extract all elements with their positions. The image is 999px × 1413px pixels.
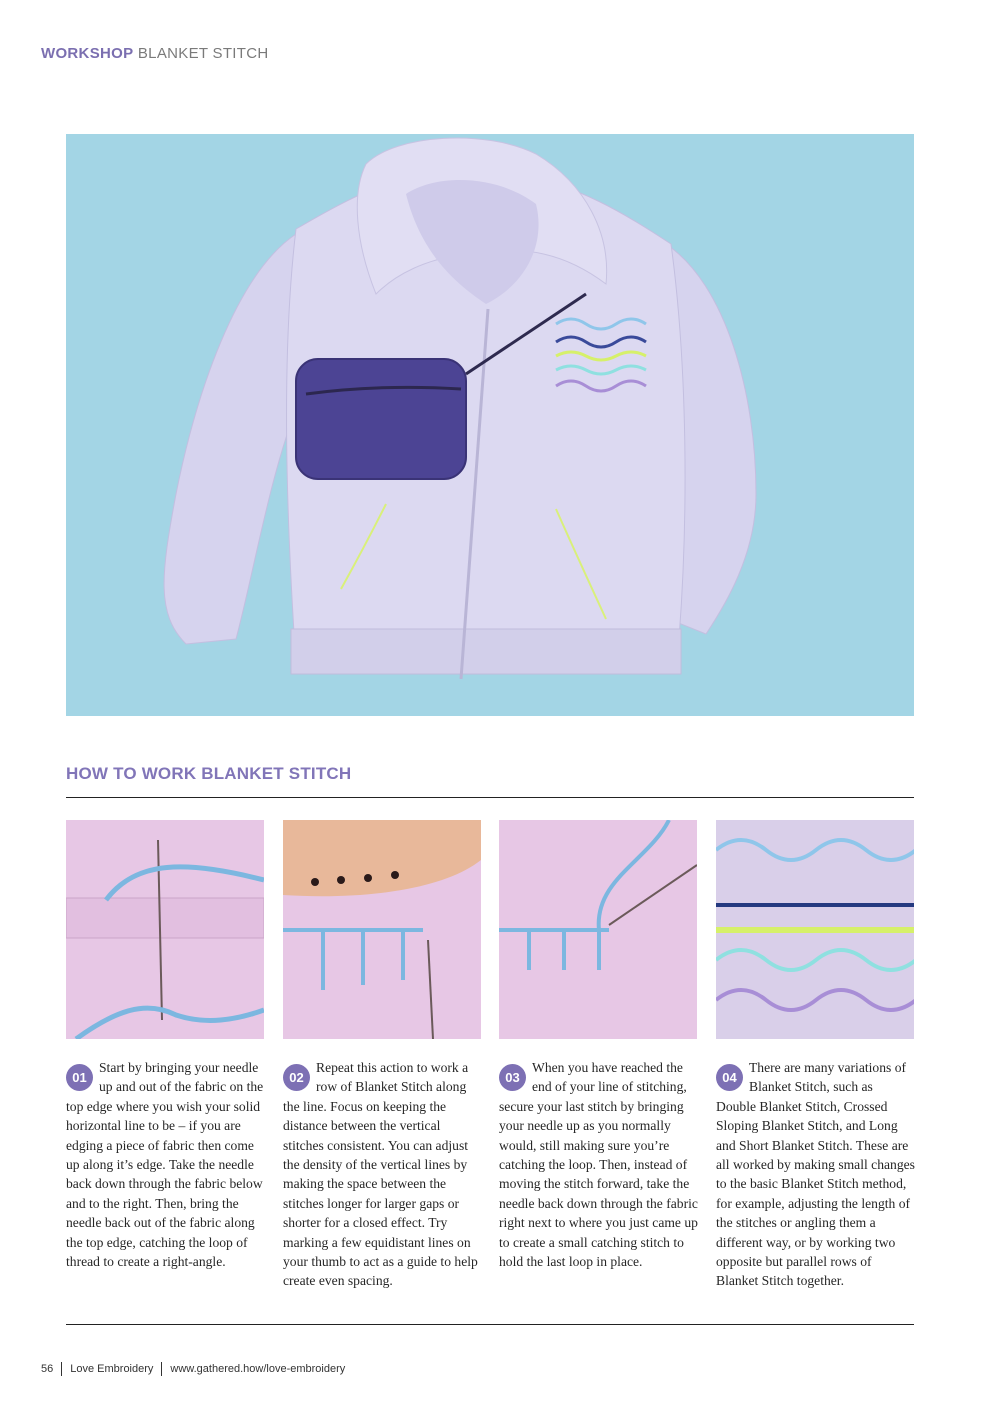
hero-photo bbox=[66, 134, 914, 716]
step-2-photo bbox=[283, 820, 481, 1039]
page-number: 56 bbox=[41, 1362, 54, 1375]
step-3-text: When you have reached the end of your line of stitching, secure your last stitch by bringing your needle up as you normally would, still making sure you’re catching the loop. Then, instead of moving the stitch forward, take the needle back down through the fabric right next to where you just came up to create a small catching stitch to hold the last loop in place. bbox=[499, 1060, 698, 1270]
hoodie-illustration bbox=[66, 134, 914, 716]
page-footer bbox=[41, 1362, 345, 1376]
stitch-variations-image bbox=[716, 820, 914, 1039]
step-3-photo bbox=[499, 820, 697, 1039]
bottom-divider bbox=[66, 1324, 914, 1325]
step-4-text: There are many variations of Blanket Stitch, such as Double Blanket Stitch, Crossed Sloping Blanket Stitch, and Long and Short Blanket Stitch. These are all worked by making small changes to the basic Blanket Stitch method, for example, adjusting the length of the stitches or angling them a different way, or by working two opposite but parallel rows of Blanket Stitch together. bbox=[716, 1060, 915, 1289]
step-4-badge: 04 bbox=[716, 1064, 743, 1091]
step-4-photo bbox=[716, 820, 914, 1039]
step-1-photo bbox=[66, 820, 264, 1039]
thumb-guide-image bbox=[283, 820, 481, 1039]
top-divider bbox=[66, 797, 914, 798]
step-1 bbox=[66, 1058, 266, 1271]
step-2-badge: 02 bbox=[283, 1064, 310, 1091]
step-2-text: Repeat this action to work a row of Blanket Stitch along the line. Focus on keeping the distance between the vertical stitches consistent. You can adjust the density of the vertical lines by making the space between the stitches longer for larger gaps or shorter for a closed effect. Try marking a few equidistant lines on your thumb to act as a guide to help create even spacing. bbox=[283, 1060, 478, 1289]
website-link[interactable]: www.gathered.how/love-embroidery bbox=[170, 1362, 346, 1375]
section-title: BLANKET STITCH bbox=[137, 45, 269, 62]
step-1-badge: 01 bbox=[66, 1064, 93, 1091]
step-2 bbox=[283, 1058, 483, 1291]
running-header bbox=[41, 45, 269, 62]
needle-start-image bbox=[66, 820, 264, 1039]
section-label: WORKSHOP bbox=[41, 45, 134, 62]
section-heading: HOW TO WORK BLANKET STITCH bbox=[66, 764, 352, 783]
step-3-badge: 03 bbox=[499, 1064, 526, 1091]
step-3 bbox=[499, 1058, 699, 1271]
magazine-name: Love Embroidery bbox=[70, 1362, 154, 1375]
step-1-text: Start by bringing your needle up and out of the fabric on the top edge where you wish your solid horizontal line to be – if you are edging a piece of fabric then come up along it’s edge. Take the needle back down through the fabric below and to the right. Then, bring the needle back out of the fabric along the top edge, catching the loop of thread to create a right-angle. bbox=[66, 1060, 264, 1270]
secure-stitch-image bbox=[499, 820, 697, 1039]
step-4 bbox=[716, 1058, 916, 1291]
